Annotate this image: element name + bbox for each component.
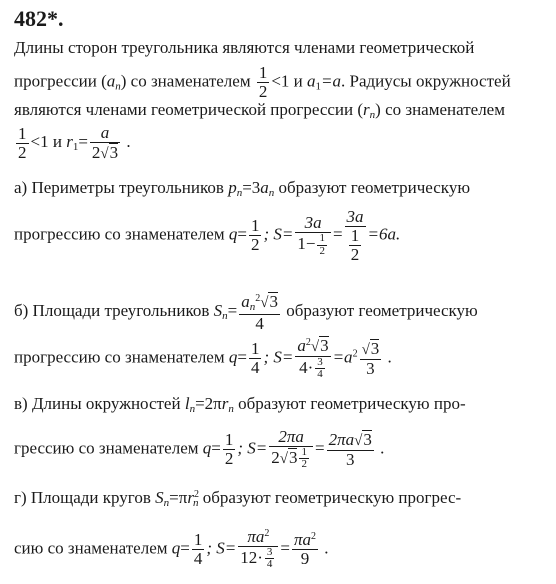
math-eq: = (332, 224, 343, 244)
numerator: 1 (224, 430, 234, 450)
numerator (292, 531, 318, 550)
math-sub-1: 1 (72, 141, 79, 154)
denominator: 3 (345, 449, 355, 469)
math-sub-n: n (369, 109, 376, 121)
math-exp: 2 (305, 337, 311, 348)
math-pia: πa (247, 527, 265, 546)
intro-text: прогрессии ( (14, 71, 107, 91)
math-eq: = (314, 438, 325, 458)
math-sub-n: n (268, 187, 275, 199)
part-d-line-1 (14, 488, 461, 509)
nested-fraction (349, 227, 362, 264)
numerator: 3a (295, 214, 331, 233)
intro-text: ) со знаменателем (375, 100, 505, 119)
math-result: =6a. (367, 224, 401, 244)
fraction-one-quarter (192, 531, 205, 568)
part-a-line-2 (14, 208, 400, 264)
part-a-text: прогрессию со знаменателем (14, 224, 225, 244)
numerator: 1 (350, 225, 360, 245)
denominator (295, 357, 330, 381)
math-a: a (260, 178, 269, 197)
math-s: S (155, 488, 164, 507)
intro-text: <1 и (30, 132, 62, 152)
denominator (238, 547, 278, 571)
intro-line-1 (14, 38, 474, 58)
sqrt-sign: √ (354, 433, 363, 450)
fraction-a2sqrt3-over-4-three-quarters (295, 336, 330, 381)
fraction-2pia-sqrt3-over-3 (327, 430, 374, 469)
numerator: 1 (258, 63, 268, 82)
part-a-line-1 (14, 178, 470, 199)
part-d-line-2 (14, 528, 329, 571)
denominator: 2 (258, 81, 268, 101)
math-sub-n: n (163, 497, 170, 509)
math-a1: a (307, 71, 316, 91)
denominator (345, 227, 366, 264)
math-a: a (241, 292, 250, 311)
intro-line-3 (14, 100, 505, 121)
fraction-one-half (16, 125, 29, 162)
math-eq-pi: =π (169, 488, 188, 507)
sqrt-sign: √ (361, 342, 370, 359)
math-sub-1: 1 (315, 80, 322, 93)
math-eq-2pi: =2π (195, 394, 222, 413)
part-d-text: г) Площади кругов (14, 488, 151, 507)
math-eq: = (227, 301, 238, 321)
fraction-one-quarter (249, 340, 262, 377)
small-fraction (299, 447, 309, 471)
math-a: a (297, 336, 306, 355)
part-a-text: образуют геометрическую (278, 178, 471, 197)
math-eq: = (237, 347, 247, 367)
numerator: 3a (346, 207, 364, 226)
part-c-text: грессию со знаменателем (14, 438, 199, 458)
math-s-eq: ; S= (237, 438, 268, 458)
intro-line-2 (14, 64, 511, 101)
math-p: p (228, 178, 237, 197)
fraction-pia2-over-9 (292, 531, 318, 568)
numerator: 1 (301, 445, 307, 458)
math-q: q (228, 347, 238, 367)
period: . (324, 538, 329, 558)
small-fraction (317, 233, 327, 257)
denominator: 4 (317, 368, 323, 381)
intro-text: . Радиусы окружностей (341, 71, 511, 91)
intro-text-1: Длины сторон треугольника являются членами геометрической (14, 38, 475, 57)
math-sub-n: n (236, 187, 243, 199)
problem-number: 482*. (14, 6, 64, 31)
math-sub-n: n (189, 403, 196, 415)
denominator: 4 (255, 313, 264, 333)
math-sub-n: n (222, 310, 228, 323)
part-d-text: образуют геометрическую прогрес- (202, 488, 462, 507)
numerator (295, 336, 330, 357)
denominator: 2 (250, 235, 260, 255)
math-sub-n: n (249, 301, 256, 313)
denominator: 3 (366, 358, 375, 378)
radicand: 3 (269, 292, 278, 311)
small-fraction (315, 357, 325, 381)
numerator: 1 (250, 216, 260, 236)
math-q: q (228, 224, 238, 244)
part-d-text: сию со знаменателем (14, 538, 168, 558)
math-eq: = (78, 132, 88, 152)
fraction-one-half (249, 217, 262, 254)
math-exp: 2 (255, 293, 261, 304)
part-c-line-2 (14, 428, 384, 471)
math-sub-n: n (192, 497, 199, 509)
part-c-text: в) Длины окружностей (14, 394, 181, 413)
fraction-3a-over-half (345, 208, 366, 264)
radicand: 3 (288, 447, 298, 467)
math-r: r (363, 100, 370, 119)
intro-text: являются членами геометрической прогрессии ( (14, 100, 364, 119)
math-eq3: =3 (242, 178, 261, 197)
denominator: 4 (266, 558, 273, 571)
numerator (360, 339, 382, 360)
intro-text: <1 и (271, 71, 303, 91)
math-eq: = (280, 538, 291, 558)
denominator: 2 (319, 244, 325, 257)
intro-line-4 (14, 124, 131, 163)
math-exp: 2 (311, 531, 317, 543)
denominator (90, 143, 120, 163)
part-a-text: а) Периметры треугольников (14, 178, 224, 197)
sqrt-sign: √ (100, 145, 109, 162)
denominator: 4 (193, 548, 203, 568)
fraction-a-over-2sqrt3 (90, 124, 120, 163)
math-exp: 2 (352, 348, 358, 360)
numerator: 1 (250, 339, 260, 359)
numerator: 2πa (269, 428, 313, 447)
den-two: 2 (271, 447, 280, 467)
fraction-sqrt3-over-3 (360, 339, 382, 378)
math-2pia: 2πa (328, 430, 355, 450)
part-b-text: б) Площади треугольников (14, 301, 210, 321)
denominator (295, 233, 331, 257)
radicand: 3 (320, 336, 329, 355)
numerator: a (90, 124, 120, 143)
math-sub-n: n (228, 403, 234, 415)
fraction-one-half (223, 431, 236, 468)
period: . (380, 438, 385, 458)
math-l: l (184, 394, 190, 413)
math-s-eq: ; S= (263, 224, 294, 244)
denominator: 2 (350, 244, 360, 264)
numerator: 1 (193, 530, 203, 550)
den-one-minus: 1− (297, 234, 316, 254)
denominator: 9 (300, 548, 310, 568)
math-eq-a: =a (321, 71, 342, 91)
math-s-eq: ; S= (206, 538, 237, 558)
radicand: 3 (370, 339, 380, 359)
fraction-2pia-over-2sqrt3-half (269, 428, 313, 471)
numerator: 3 (317, 355, 323, 368)
math-eq: = (180, 538, 190, 558)
math-s: S (213, 301, 223, 321)
sqrt-sign: √ (310, 339, 320, 355)
fraction-pia2-over-12-three-quarters (238, 528, 278, 571)
period: . (126, 132, 131, 152)
numerator (238, 528, 278, 547)
part-b-text: образуют геометрическую (286, 301, 478, 321)
math-q: q (171, 538, 181, 558)
radicand: 3 (363, 430, 372, 450)
numerator (239, 292, 280, 315)
math-exp: 2 (193, 489, 199, 500)
math-eq-a: =a (332, 347, 353, 367)
math-exp: 2 (264, 528, 270, 539)
part-c-line-1 (14, 394, 466, 415)
math-r1: r (66, 132, 73, 152)
math-eq: = (237, 224, 247, 244)
math-pia: πa (294, 530, 312, 550)
math-r: r (187, 488, 194, 507)
sqrt-sign: √ (260, 295, 269, 311)
numerator: 3 (266, 545, 273, 558)
period: . (387, 347, 392, 367)
part-c-text: образуют геометрическую про- (238, 394, 466, 413)
intro-text: ) со знаменателем (120, 71, 251, 91)
den-two: 2 (91, 142, 101, 162)
math-eq: = (211, 438, 221, 458)
denominator: 2 (224, 448, 234, 468)
denominator: 2 (18, 142, 27, 162)
denominator: 4 (250, 357, 260, 377)
radicand: 3 (109, 142, 119, 162)
den-four: 4· (299, 357, 314, 377)
math-q: q (202, 438, 212, 458)
math-sub-n: n (115, 80, 121, 93)
fraction-one-half (257, 64, 270, 101)
part-b-text: прогрессию со знаменателем (14, 347, 225, 367)
math-r: r (221, 394, 229, 413)
fraction-3a-over-1-minus-half (295, 214, 331, 257)
denominator: 2 (301, 458, 307, 471)
fraction-an2sqrt3-over-4 (239, 292, 280, 332)
numerator: 1 (18, 123, 27, 143)
math-a: a (106, 71, 116, 91)
small-fraction (265, 547, 275, 571)
denominator (269, 447, 313, 471)
part-b-line-1 (14, 292, 478, 332)
numerator (327, 430, 374, 451)
numerator: 1 (319, 232, 325, 245)
math-s-eq: ; S= (263, 347, 294, 367)
sqrt-sign: √ (279, 450, 288, 467)
part-b-line-2 (14, 336, 392, 381)
den-twelve: 12· (240, 547, 263, 567)
